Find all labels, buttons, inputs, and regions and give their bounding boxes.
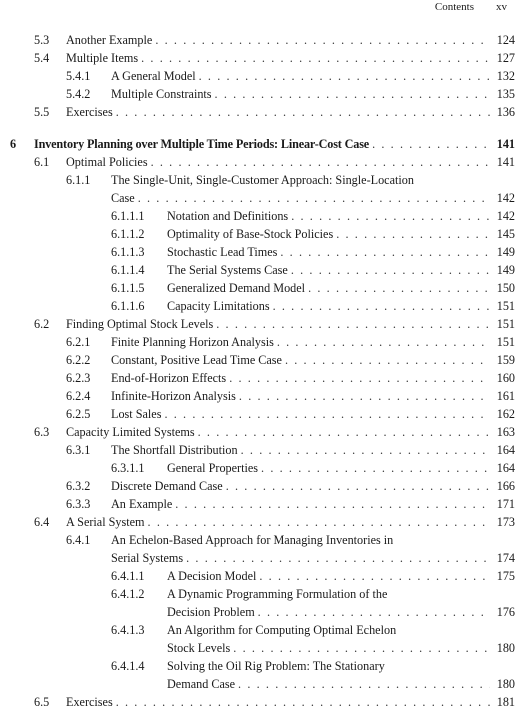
page-number: 164: [496, 443, 515, 457]
page-number: 174: [496, 551, 515, 565]
page-number: 171: [496, 497, 515, 511]
section-number: 5.3: [34, 33, 50, 47]
dot-leader: [336, 227, 490, 242]
section-number: 6.3.3: [66, 497, 91, 511]
section-title: Exercises: [66, 105, 113, 119]
toc-entry-continuation[interactable]: [0, 674, 525, 692]
toc-entry[interactable]: [0, 476, 525, 494]
section-title: Infinite-Horizon Analysis: [111, 389, 236, 403]
toc-entry[interactable]: [0, 332, 525, 350]
toc-entry[interactable]: [0, 512, 525, 530]
section-number: 6.1.1.2: [111, 227, 145, 241]
toc-entry[interactable]: [0, 296, 525, 314]
section-number: 6.2.1: [66, 335, 91, 349]
section-title: Finding Optimal Stock Levels: [66, 317, 214, 331]
page-number: 166: [496, 479, 515, 493]
toc-entry[interactable]: [0, 206, 525, 224]
page-number: 176: [496, 605, 515, 619]
page-number: 132: [496, 69, 515, 83]
section-title: Solving the Oil Rig Problem: The Stationary: [167, 659, 385, 673]
toc-entry[interactable]: [0, 260, 525, 278]
dot-leader: [116, 105, 490, 120]
page-number: 141: [496, 155, 515, 169]
section-number: 6.4.1.1: [111, 569, 145, 583]
page-number: 145: [496, 227, 515, 241]
dot-leader: [138, 191, 490, 206]
section-number: 6.3.1.1: [111, 461, 145, 475]
page-number: 162: [496, 407, 515, 421]
page-number: 161: [496, 389, 515, 403]
section-title: End-of-Horizon Effects: [111, 371, 227, 385]
page-number: 141: [496, 137, 515, 151]
section-title: Optimal Policies: [66, 155, 148, 169]
section-number: 6.4.1.4: [111, 659, 145, 673]
page-number: 160: [496, 371, 515, 385]
toc-entry[interactable]: [0, 620, 525, 638]
section-number: 6.1.1: [66, 173, 91, 187]
dot-leader: [229, 371, 490, 386]
page-number: 164: [496, 461, 515, 475]
running-head-page-number: xv: [496, 1, 507, 13]
page-number: 151: [496, 317, 515, 331]
section-title: Optimality of Base-Stock Policies: [167, 227, 334, 241]
toc-entry[interactable]: [0, 656, 525, 674]
toc-entry[interactable]: [0, 386, 525, 404]
section-number: 5.4.2: [66, 87, 91, 101]
section-title-continuation: Stock Levels: [167, 641, 231, 655]
toc-entry[interactable]: [0, 84, 525, 102]
section-number: 6.1: [34, 155, 50, 169]
toc-entry[interactable]: [0, 102, 525, 120]
dot-leader: [280, 245, 490, 260]
dot-leader: [258, 605, 490, 620]
dot-leader: [233, 641, 490, 656]
dot-leader: [175, 497, 490, 512]
section-title: An Echelon-Based Approach for Managing Inventories in: [111, 533, 394, 547]
page-number: 163: [496, 425, 515, 439]
dot-leader: [164, 407, 490, 422]
toc-entry-continuation[interactable]: [0, 638, 525, 656]
section-title: Capacity Limited Systems: [66, 425, 195, 439]
toc-entry-continuation[interactable]: [0, 548, 525, 566]
section-number: 6.3: [34, 425, 50, 439]
toc-entry[interactable]: [0, 30, 525, 48]
dot-leader: [273, 299, 490, 314]
section-title: Exercises: [66, 695, 113, 709]
dot-leader: [259, 569, 490, 584]
dot-leader: [141, 51, 490, 66]
section-title: An Algorithm for Computing Optimal Echelon: [167, 623, 397, 637]
dot-leader: [291, 209, 490, 224]
section-title-continuation: Case: [111, 191, 135, 205]
section-number: 6.2.4: [66, 389, 91, 403]
section-title: Stochastic Lead Times: [167, 245, 278, 259]
section-title: A Decision Model: [167, 569, 257, 583]
dot-leader: [151, 155, 490, 170]
toc-entry[interactable]: [0, 170, 525, 188]
page-number: 181: [496, 695, 515, 709]
toc-entry[interactable]: [0, 152, 525, 170]
section-title: Notation and Definitions: [167, 209, 289, 223]
dot-leader: [238, 677, 490, 692]
page-number: 151: [496, 299, 515, 313]
running-head: [435, 0, 507, 14]
chapter-number: 6: [10, 137, 17, 151]
toc-entry[interactable]: [0, 314, 525, 332]
section-title-continuation: Decision Problem: [167, 605, 255, 619]
section-title: The Single-Unit, Single-Customer Approach: Single-Location: [111, 173, 414, 187]
section-number: 6.5: [34, 695, 50, 709]
page-number: 149: [496, 245, 515, 259]
section-number: 6.2: [34, 317, 50, 331]
section-title-continuation: Serial Systems: [111, 551, 184, 565]
dot-leader: [198, 425, 490, 440]
toc-entry[interactable]: [0, 224, 525, 242]
section-title: Another Example: [66, 33, 153, 47]
section-title: A General Model: [111, 69, 196, 83]
toc-entry[interactable]: [0, 368, 525, 386]
toc-entry[interactable]: [0, 440, 525, 458]
toc-entry[interactable]: [0, 350, 525, 368]
dot-leader: [155, 33, 490, 48]
page-number: 149: [496, 263, 515, 277]
dot-leader: [285, 353, 490, 368]
section-number: 5.5: [34, 105, 50, 119]
toc-entry[interactable]: [0, 242, 525, 260]
page-number: 142: [496, 191, 515, 205]
toc-entry[interactable]: [0, 530, 525, 548]
toc-entry[interactable]: [0, 692, 525, 710]
running-head-section: Contents: [434, 1, 474, 13]
page-number: 127: [496, 51, 515, 65]
toc-entry-continuation[interactable]: [0, 188, 525, 206]
section-title: The Shortfall Distribution: [111, 443, 238, 457]
section-number: 5.4: [34, 51, 50, 65]
section-number: 6.3.2: [66, 479, 91, 493]
page-number: 124: [496, 33, 515, 47]
section-number: 6.1.1.4: [111, 263, 145, 277]
toc-entry[interactable]: [0, 422, 525, 440]
chapter-title: Inventory Planning over Multiple Time Periods: Linear-Cost Case: [34, 137, 370, 151]
section-number: 6.1.1.5: [111, 281, 145, 295]
section-title: A Dynamic Programming Formulation of the: [167, 587, 388, 601]
dot-leader: [239, 389, 490, 404]
page-number: 135: [496, 87, 515, 101]
section-number: 6.1.1.6: [111, 299, 145, 313]
section-number: 6.4.1.2: [111, 587, 145, 601]
section-title: Finite Planning Horizon Analysis: [111, 335, 274, 349]
page-number: 180: [496, 641, 515, 655]
section-number: 6.2.3: [66, 371, 91, 385]
page-number: 173: [496, 515, 515, 529]
dot-leader: [308, 281, 490, 296]
section-title-continuation: Demand Case: [167, 677, 236, 691]
toc-entry[interactable]: [0, 278, 525, 296]
toc-entry[interactable]: [0, 458, 525, 476]
dot-leader: [215, 87, 490, 102]
page-number: 180: [496, 677, 515, 691]
dot-leader: [186, 551, 490, 566]
dot-leader: [199, 69, 490, 84]
section-title: The Serial Systems Case: [167, 263, 288, 277]
page-number: 150: [496, 281, 515, 295]
page-number: 151: [496, 335, 515, 349]
section-title: Constant, Positive Lead Time Case: [111, 353, 282, 367]
toc-entry[interactable]: [0, 404, 525, 422]
dot-leader: [261, 461, 490, 476]
toc-entry[interactable]: [0, 584, 525, 602]
section-number: 6.4.1: [66, 533, 91, 547]
section-number: 6.2.5: [66, 407, 91, 421]
page-number: 159: [496, 353, 515, 367]
toc-entry[interactable]: [0, 48, 525, 66]
dot-leader: [372, 137, 490, 152]
dot-leader: [226, 479, 490, 494]
dot-leader: [241, 443, 490, 458]
dot-leader: [291, 263, 490, 278]
toc-entry[interactable]: [0, 494, 525, 512]
toc-entry-continuation[interactable]: [0, 602, 525, 620]
section-title: A Serial System: [66, 515, 145, 529]
section-number: 6.1.1.3: [111, 245, 145, 259]
section-number: 6.4: [34, 515, 50, 529]
section-title: An Example: [111, 497, 173, 511]
dot-leader: [116, 695, 490, 710]
section-number: 6.2.2: [66, 353, 91, 367]
toc-chapter-entry[interactable]: [0, 134, 525, 152]
dot-leader: [216, 317, 490, 332]
page-number: 142: [496, 209, 515, 223]
section-title: Generalized Demand Model: [167, 281, 306, 295]
section-number: 5.4.1: [66, 69, 91, 83]
toc-entry[interactable]: [0, 566, 525, 584]
page-number: 136: [496, 105, 515, 119]
section-title: Discrete Demand Case: [111, 479, 223, 493]
section-title: Multiple Items: [66, 51, 139, 65]
section-number: 6.4.1.3: [111, 623, 145, 637]
toc-entry[interactable]: [0, 66, 525, 84]
section-number: 6.3.1: [66, 443, 91, 457]
section-title: Capacity Limitations: [167, 299, 270, 313]
page-number: 175: [496, 569, 515, 583]
section-number: 6.1.1.1: [111, 209, 145, 223]
section-title: Lost Sales: [111, 407, 162, 421]
dot-leader: [277, 335, 490, 350]
section-title: Multiple Constraints: [111, 87, 212, 101]
dot-leader: [148, 515, 490, 530]
section-title: General Properties: [167, 461, 259, 475]
